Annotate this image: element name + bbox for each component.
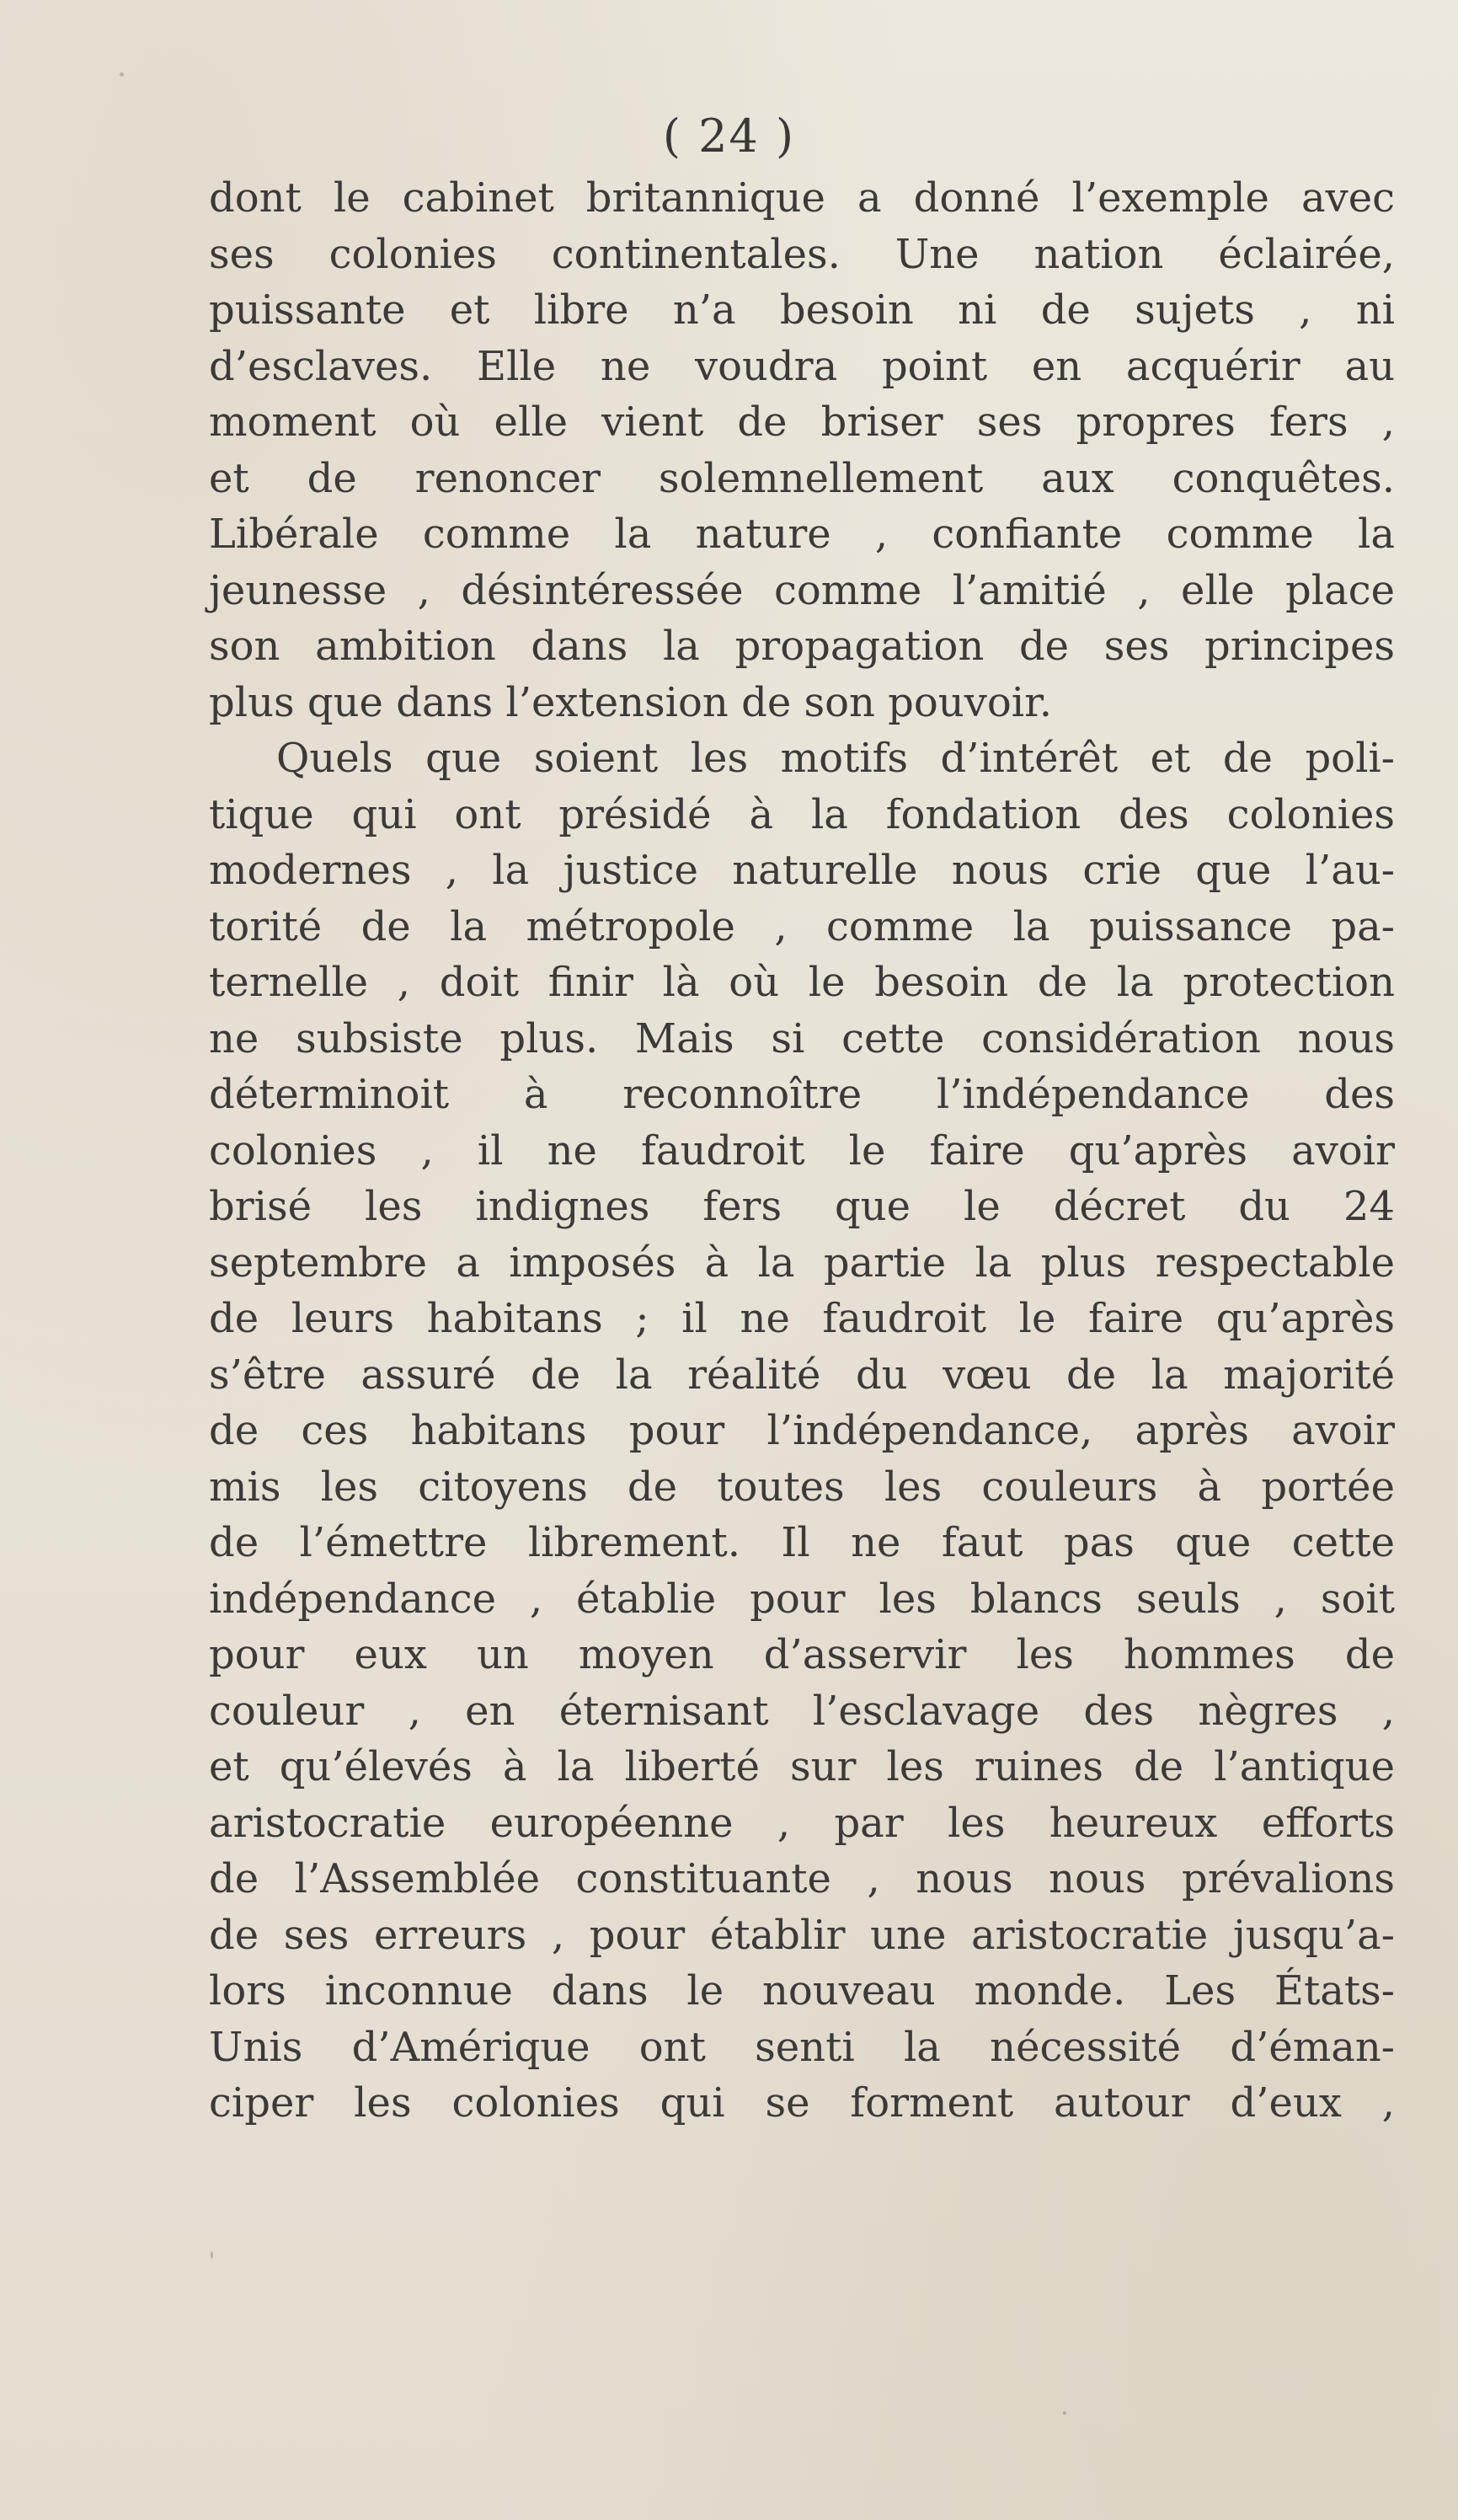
text-line: ternelle , doit finir là où le besoin de la protection xyxy=(209,959,1395,1006)
paper-speck xyxy=(211,2251,213,2259)
text-line: de l’émettre librement. Il ne faut pas que cette xyxy=(209,1519,1395,1566)
text-line: moment où elle vient de briser ses propres fers , xyxy=(209,399,1395,446)
page-number: ( 24 ) xyxy=(662,110,796,163)
body-text xyxy=(209,170,1395,2132)
text-line: Libérale comme la nature , confiante comme la xyxy=(209,511,1395,558)
text-line: couleur , en éternisant l’esclavage des nègres , xyxy=(209,1687,1395,1735)
text-line: torité de la métropole , comme la puissance pa- xyxy=(209,902,1395,950)
text-line: et qu’élevés à la liberté sur les ruines de l’antique xyxy=(209,1743,1395,1790)
text-line: ciper les colonies qui se forment autour d’eux , xyxy=(209,2079,1395,2127)
text-line: pour eux un moyen d’asservir les hommes de xyxy=(209,1631,1395,1678)
text-line: puissante et libre n’a besoin ni de sujets , ni xyxy=(209,286,1395,334)
paragraph-first-line: Quels que soient les motifs d’intérêt et de poli- xyxy=(276,735,1395,782)
text-line: aristocratie européenne , par les heureux efforts xyxy=(209,1799,1395,1847)
text-line: modernes , la justice naturelle nous crie que l’au- xyxy=(209,847,1395,894)
text-line: de ces habitans pour l’indépendance, après avoir xyxy=(209,1407,1395,1454)
text-line: de l’Assemblée constituante , nous nous prévalions xyxy=(209,1855,1395,1902)
text-line: indépendance , établie pour les blancs seuls , soit xyxy=(209,1575,1395,1623)
text-line: dont le cabinet britannique a donné l’exemple avec xyxy=(209,174,1395,222)
text-line: lors inconnue dans le nouveau monde. Les États- xyxy=(209,1967,1395,2014)
text-line: d’esclaves. Elle ne voudra point en acquérir au xyxy=(209,342,1395,390)
text-line: plus que dans l’extension de son pouvoir. xyxy=(209,678,1053,726)
text-line: tique qui ont présidé à la fondation des colonies xyxy=(209,790,1395,838)
text-line: son ambition dans la propagation de ses principes xyxy=(209,623,1395,670)
text-line: mis les citoyens de toutes les couleurs à portée xyxy=(209,1463,1395,1511)
text-line: jeunesse , désintéressée comme l’amitié , elle place xyxy=(209,566,1395,614)
text-line: Unis d’Amérique ont senti la nécessité d’éman- xyxy=(209,2023,1395,2071)
text-line: ne subsiste plus. Mais si cette considération nous xyxy=(209,1014,1395,1062)
text-line: de ses erreurs , pour établir une aristocratie jusqu’a- xyxy=(209,1911,1395,1959)
text-line: déterminoit à reconnoître l’indépendance des xyxy=(209,1071,1395,1118)
text-line: colonies , il ne faudroit le faire qu’après avoir xyxy=(209,1126,1395,1174)
paper-speck xyxy=(120,72,124,77)
text-line: ses colonies continentales. Une nation éclairée, xyxy=(209,230,1395,278)
text-line: septembre a imposés à la partie la plus respectable xyxy=(209,1239,1395,1287)
text-line: s’être assuré de la réalité du vœu de la majorité xyxy=(209,1351,1395,1399)
paper-speck xyxy=(1063,2411,1066,2415)
text-line: brisé les indignes fers que le décret du 24 xyxy=(209,1183,1395,1230)
text-line: de leurs habitans ; il ne faudroit le faire qu’après xyxy=(209,1295,1395,1342)
text-line: et de renoncer solemnellement aux conquêtes. xyxy=(209,454,1395,502)
